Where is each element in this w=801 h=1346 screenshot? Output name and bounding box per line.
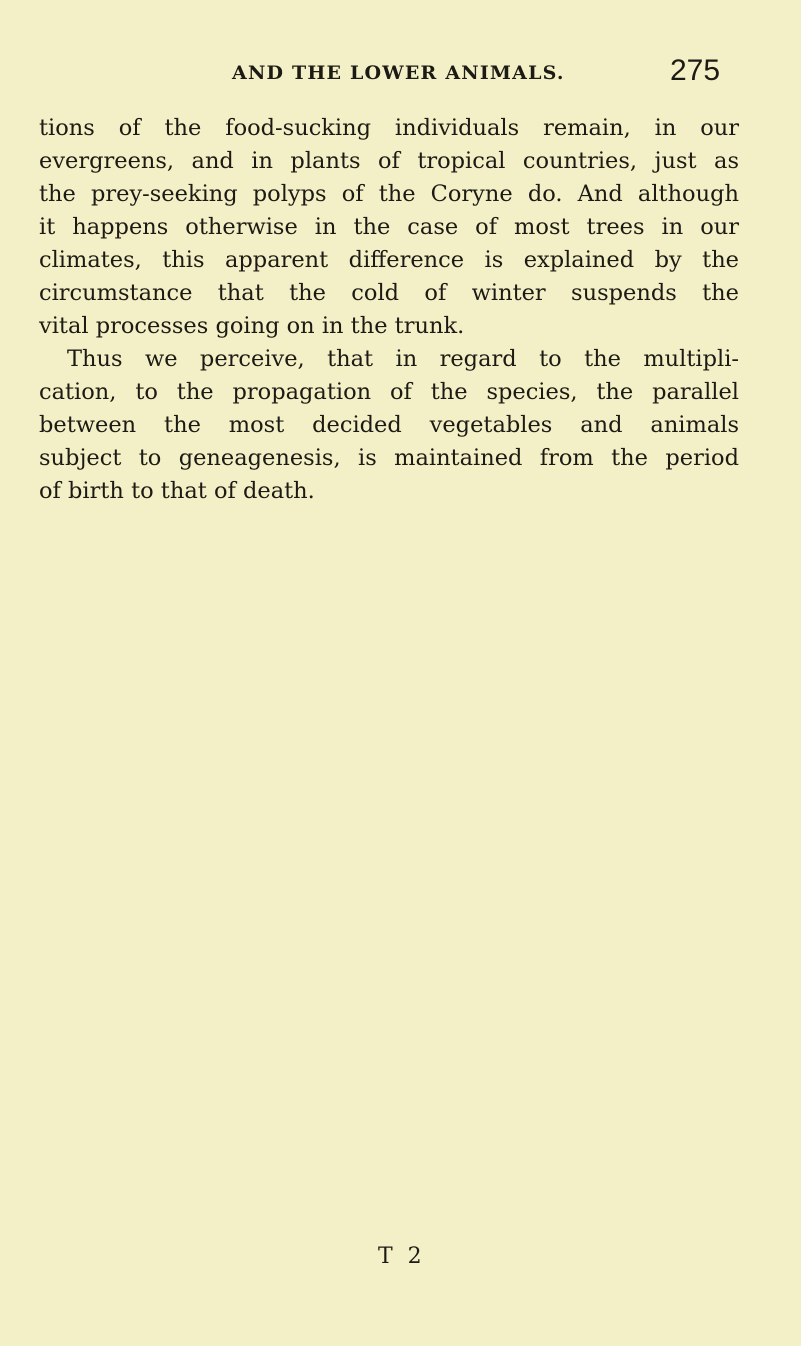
text-line: cation, to the propagation of the species, the parallel	[39, 379, 739, 405]
running-head: AND THE LOWER ANIMALS.	[232, 62, 565, 84]
text-line: subject to geneagenesis, is maintained from the period	[39, 445, 739, 471]
signature-mark: T 2	[378, 1244, 426, 1269]
text-line: it happens otherwise in the case of most trees in our	[39, 214, 739, 240]
text-line: evergreens, and in plants of tropical countries, just as	[39, 148, 739, 174]
text-line: the prey-seeking polyps of the Coryne do. And although	[39, 181, 739, 207]
text-line: circumstance that the cold of winter suspends the	[39, 280, 739, 306]
text-line: Thus we perceive, that in regard to the multipli-	[67, 346, 739, 372]
text-line: tions of the food-sucking individuals remain, in our	[39, 115, 739, 141]
text-line: between the most decided vegetables and animals	[39, 412, 739, 438]
body-text	[39, 112, 739, 508]
text-line: vital processes going on in the trunk.	[39, 313, 465, 339]
page-number: 275	[670, 54, 721, 87]
text-line: climates, this apparent difference is explained by the	[39, 247, 739, 273]
text-line: of birth to that of death.	[39, 478, 315, 504]
